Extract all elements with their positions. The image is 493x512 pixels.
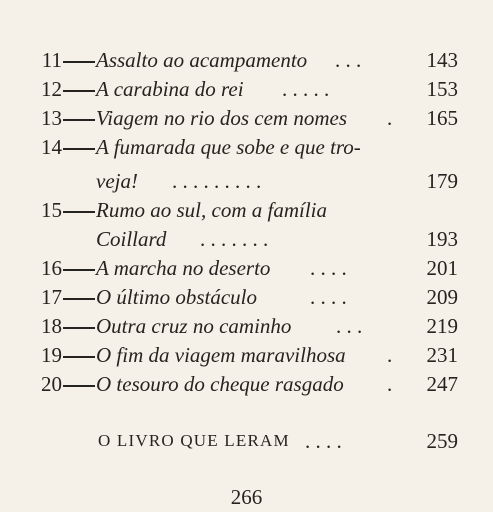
leader-dots: . . . . . (282, 77, 330, 101)
entry-page: 179 (426, 169, 458, 193)
entry-title-continuation: Coillard (96, 227, 167, 251)
toc-entry (0, 340, 493, 370)
entry-title: A marcha no deserto (96, 256, 271, 280)
em-dash (63, 298, 95, 300)
leader-dots: . (387, 372, 393, 396)
entry-title: O último obstáculo (96, 285, 257, 309)
page-number: 266 (230, 485, 263, 509)
toc-entry (0, 311, 493, 341)
entry-number: 15 (41, 198, 62, 222)
entry-title: O fim da viagem maravilhosa (96, 343, 346, 367)
entry-page: 209 (426, 285, 458, 309)
entry-page: 153 (426, 77, 458, 101)
leader-dots: . (387, 343, 393, 367)
em-dash (63, 90, 95, 92)
entry-title-continuation: veja! (96, 169, 138, 193)
entry-page: 143 (426, 48, 458, 72)
entry-title: Viagem no rio dos cem nomes (96, 106, 347, 130)
em-dash (63, 148, 95, 150)
em-dash (63, 385, 95, 387)
entry-page: 259 (426, 429, 458, 453)
em-dash (63, 61, 95, 63)
entry-number: 13 (41, 106, 62, 130)
entry-title: Assalto ao acampamento (96, 48, 308, 72)
em-dash (63, 211, 95, 213)
entry-page: 165 (426, 106, 458, 130)
leader-dots: . . . . . . . . . (172, 169, 262, 193)
toc-entry-continuation (0, 166, 493, 196)
entry-page: 247 (426, 372, 458, 396)
em-dash (63, 119, 95, 121)
toc-entry (0, 195, 493, 225)
leader-dots: . . . . (310, 285, 347, 309)
entry-title: A fumarada que sobe e que tro- (96, 135, 361, 159)
entry-title: Outra cruz no caminho (96, 314, 292, 338)
entry-number: 11 (41, 48, 62, 72)
leader-dots: . . . (335, 48, 362, 72)
leader-dots: . (387, 106, 393, 130)
toc-closing-entry (0, 426, 493, 456)
entry-number: 20 (41, 372, 62, 396)
em-dash (63, 356, 95, 358)
toc-entry (0, 282, 493, 312)
toc-entry (0, 369, 493, 399)
em-dash (63, 327, 95, 329)
entry-page: 231 (426, 343, 458, 367)
entry-page: 219 (426, 314, 458, 338)
toc-entry (0, 103, 493, 133)
entry-title: A carabina do rei (96, 77, 244, 101)
leader-dots: . . . . (305, 429, 342, 453)
leader-dots: . . . . (310, 256, 347, 280)
toc-entry (0, 74, 493, 104)
entry-title: Rumo ao sul, com a família (96, 198, 327, 222)
entry-title: O tesouro do cheque rasgado (96, 372, 344, 396)
entry-number: 14 (41, 135, 62, 159)
entry-number: 17 (41, 285, 62, 309)
toc-entry-continuation (0, 224, 493, 254)
em-dash (63, 269, 95, 271)
closing-title: O LIVRO QUE LERAM (98, 431, 290, 450)
toc-entry (0, 45, 493, 75)
entry-number: 18 (41, 314, 62, 338)
entry-number: 12 (41, 77, 62, 101)
leader-dots: . . . . . . . (200, 227, 269, 251)
entry-number: 19 (41, 343, 62, 367)
entry-page: 201 (426, 256, 458, 280)
entry-page: 193 (426, 227, 458, 251)
entry-number: 16 (41, 256, 62, 280)
leader-dots: . . . (336, 314, 363, 338)
toc-entry (0, 132, 493, 162)
toc-entry (0, 253, 493, 283)
